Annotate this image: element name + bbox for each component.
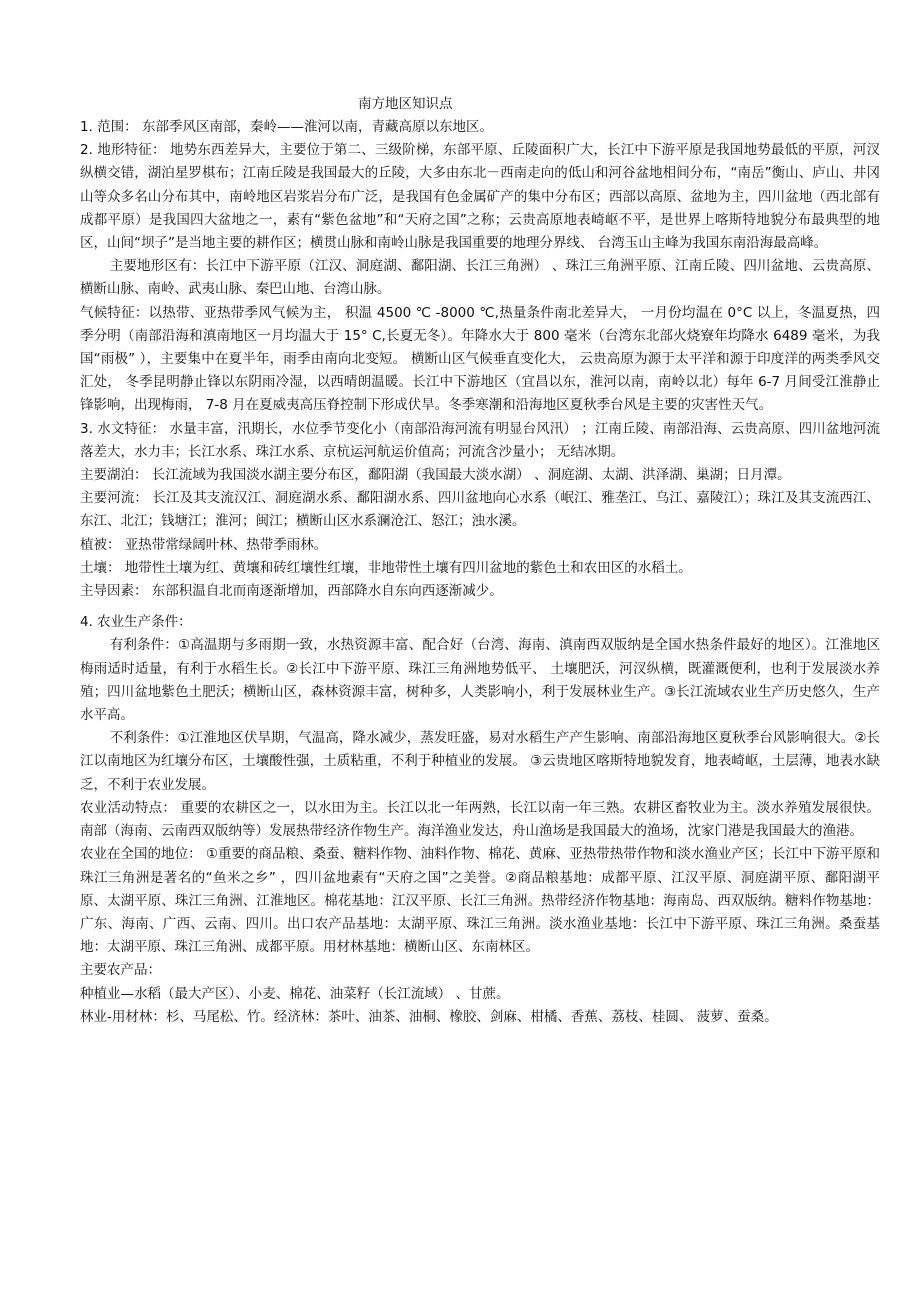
paragraph-favorable: 有利条件：①高温期与多雨期一致，水热资源丰富、配合好（台湾、海南、滇南西双版纳是全国水热条件最好的地区）。江淮地区梅雨适时适量，有利于水稻生长。②长江中下游平原、珠江三角洲地势低平、 土壤肥沃，河汊纵横，既灌溉便利，也利于发展淡水养殖；四川盆地紫色土肥沃；横断山区，森林资源丰富，树种多，人类影响小，利于发展林业生产。③长江流域农业生产历史悠久，生产水平高。: [80, 637, 880, 724]
paragraph-agri-heading: 4. 农业生产条件：: [80, 614, 192, 631]
paragraph-products-heading: 主要农产品：: [80, 962, 161, 979]
paragraph-unfavorable: 不利条件：①江淮地区伏旱期，气温高，降水减少，蒸发旺盛，易对水稻生产产生影响、南部沿海地区夏秋季台风影响很大。②长江以南地区为红壤分布区，土壤酸性强，土质粘重，不利于种植业的发展。 ③云贵地区喀斯特地貌发育，地表崎岖，土层薄，地表水缺乏，不利于农业发展。: [80, 730, 880, 793]
paragraph-lakes: 主要湖泊： 长江流域为我国淡水湖主要分布区，鄱阳湖（我国最大淡水湖） 、洞庭湖、太湖、洪泽湖、巢湖；日月潭。: [80, 467, 791, 484]
document-title: 南方地区知识点: [358, 96, 453, 112]
paragraph-landforms: 主要地形区有：长江中下游平原（江汉、洞庭湖、鄱阳湖、长江三角洲） 、珠江三角洲平原、江南丘陵、四川盆地、云贵高原、横断山脉、南岭、武夷山脉、秦巴山地、台湾山脉。: [80, 258, 880, 298]
paragraph-hydrology: 3. 水文特征： 水量丰富，汛期长，水位季节变化小（南部沿海河流有明显台风汛） ；江南丘陵、南部沿海、云贵高原、四川盆地河流落差大，水力丰；长江水系、珠江水系、京杭运河航运价值高；河流含沙量小； 无结冰期。: [80, 420, 880, 460]
paragraph-terrain: 2. 地形特征： 地势东西差异大，主要位于第二、三级阶梯，东部平原、丘陵面积广大，长江中下游平原是我国地势最低的平原，河汊纵横交错，湖泊星罗棋布；江南丘陵是我国最大的丘陵，大多由东北－西南走向的低山和河谷盆地相间分布，“南岳”衡山、庐山、井冈山等众多名山分布其中，南岭地区岩浆岩分布广泛，是我国有色金属矿产的集中分布区；西部以高原、盆地为主，四川盆地（西北部有成都平原）是我国四大盆地之一，素有“紫色盆地”和“天府之国”之称；云贵高原地表崎岖不平，是世界上喀斯特地貌分布最典型的地区，山间“坝子”是当地主要的耕作区；横贯山脉和南岭山脉是我国重要的地理分界线、 台湾玉山主峰为我国东南沿海最高峰。: [80, 142, 880, 252]
paragraph-soil: 土壤： 地带性土壤为红、黄壤和砖红壤性红壤，非地带性土壤有四川盆地的紫色土和农田区的水稻土。: [80, 559, 692, 576]
paragraph-crops: 种植业—水稻（最大产区）、小麦、棉花、油菜籽（长江流域） 、甘蔗。: [80, 985, 510, 1002]
paragraph-dominant-factors: 主导因素： 东部积温自北而南逐渐增加，西部降水自东向西逐渐减少。: [80, 583, 503, 600]
paragraph-rivers: 主要河流： 长江及其支流汉江、洞庭湖水系、鄱阳湖水系、四川盆地向心水系（岷江、雅垄江、乌江、嘉陵江）；珠江及其支流西江、东江、北江；钱塘江；淮河；闽江；横断山区水系澜沧江、怒江；浊水溪。: [80, 490, 880, 530]
paragraph-agri-status: 农业在全国的地位： ①重要的商品粮、桑蚕、糖料作物、油料作物、棉花、黄麻、亚热带热带作物和淡水渔业产区；长江中下游平原和珠江三角洲是著名的“鱼米之乡” ，四川盆地素有“天府之国”之美誉。②商品粮基地：成都平原、江汉平原、洞庭湖平原、鄱阳湖平原、太湖平原、珠江三角洲、江淮地区。棉花基地：江汉平原、长江三角洲。热带经济作物基地：海南岛、西双版纳。糖料作物基地：广东、海南、广西、云南、四川。出口农产品基地：太湖平原、珠江三角洲。淡水渔业基地：长江中下游平原、珠江三角洲。桑蚕基地：太湖平原、珠江三角洲、成都平原。用材林基地：横断山区、东南林区。: [80, 846, 880, 956]
paragraph-agri-features: 农业活动特点： 重要的农耕区之一，以水田为主。长江以北一年两熟，长江以南一年三熟。农耕区畜牧业为主。淡水养殖发展很快。南部（海南、云南西双版纳等）发展热带经济作物生产。海洋渔业发达，舟山渔场是我国最大的渔场，沈家门港是我国最大的渔港。: [80, 799, 880, 840]
paragraph-scope: 1. 范围： 东部季风区南部，秦岭——淮河以南，青藏高原以东地区。: [80, 119, 493, 135]
paragraph-climate: 气候特征：以热带、亚热带季风气候为主， 积温 4500 ℃ -8000 ℃,热量条件南北差异大， 一月份均温在 0°C 以上，冬温夏热，四季分明（南部沿海和滇南地区一月均温大于 15° C,长夏无冬）。年降水大于 800 毫米（台湾东北部火烧寮年均降水 6489 毫米，为我国“雨极” ），主要集中在夏半年，雨季由南向北变短。 横断山区气候垂直变化大， 云贵高原为源于太平洋和源于印度洋的两类季风交汇处， 冬季昆明静止锋以东阴雨冷湿，以西晴朗温暖。长江中下游地区（宜昌以东，淮河以南，南岭以北）每年 6-7 月间受江淮静止锋影响，出现梅雨， 7-8 月在夏威夷高压脊控制下形成伏旱。冬季寒潮和沿海地区夏秋季台风是主要的灾害性天气。: [80, 304, 880, 414]
paragraph-forestry: 林业-用材林：杉、马尾松、竹。经济林：茶叶、油茶、油桐、橡胶、剑麻、柑橘、香蕉、荔枝、桂圆、 菠萝、蚕桑。: [80, 1008, 778, 1025]
paragraph-vegetation: 植被： 亚热带常绿阔叶林、热带季雨林。: [80, 536, 328, 553]
